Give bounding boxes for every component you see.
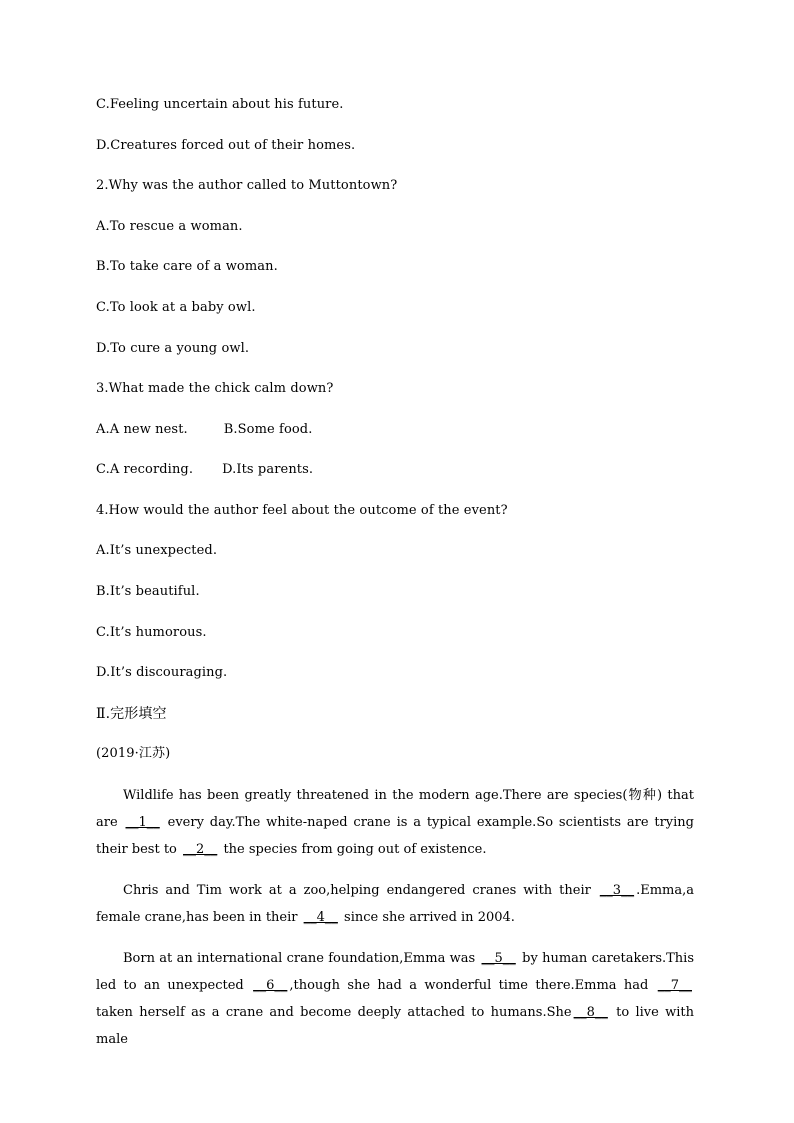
source-label: (2019·江苏) xyxy=(96,746,171,761)
passage-paragraph-2: Chris and Tim work at a zoo,helping endangered cranes with their __3__ .Emma,a female crane,has been in their __4__ since she arrived in 2004. xyxy=(96,877,694,931)
option-d: D.To cure a young owl. xyxy=(96,341,250,356)
section-heading: Ⅱ.完形填空 xyxy=(96,706,167,722)
option-c: C.Feeling uncertain about his future. xyxy=(96,97,344,112)
options-row-cd xyxy=(96,462,313,478)
blank-4[interactable]: __4__ xyxy=(303,910,338,925)
blank-5[interactable]: __5__ xyxy=(481,951,516,966)
passage-paragraph-1: Wildlife has been greatly threatened in the modern age.There are species(物种) that are __1__ every day.The white-naped crane is a typical example.So scientists are trying their best to __2__ the species from going out of existence. xyxy=(96,782,694,863)
blank-6[interactable]: __6__ xyxy=(253,978,288,993)
option-c: C.To look at a baby owl. xyxy=(96,300,256,315)
option-d: D.Its parents. xyxy=(222,462,314,477)
blank-7[interactable]: __7__ xyxy=(657,978,692,993)
question-stem: 4.How would the author feel about the outcome of the event? xyxy=(96,503,508,518)
passage-paragraph-3: Born at an international crane foundation,Emma was __5__ by human caretakers.This led to an unexpected __6__ ,though she had a wonderful time there.Emma had __7__ taken herself as a crane and become deeply attached to humans.She __8__ to live with male xyxy=(96,945,694,1053)
option-a: A.To rescue a woman. xyxy=(96,219,243,234)
option-d: D.Creatures forced out of their homes. xyxy=(96,138,356,153)
options-row-ab xyxy=(96,422,312,438)
option-a: A.It’s unexpected. xyxy=(96,543,218,558)
question-stem: 3.What made the chick calm down? xyxy=(96,381,334,396)
option-d: D.It’s discouraging. xyxy=(96,665,228,680)
option-b: B.Some food. xyxy=(223,422,313,437)
blank-2[interactable]: __2__ xyxy=(183,842,218,857)
option-c: C.A recording. xyxy=(96,462,194,477)
blank-1[interactable]: __1__ xyxy=(125,815,160,830)
option-b: B.To take care of a woman. xyxy=(96,259,278,274)
option-a: A.A new nest. xyxy=(96,422,188,437)
option-c: C.It’s humorous. xyxy=(96,625,207,640)
option-b: B.It’s beautiful. xyxy=(96,584,200,599)
blank-8[interactable]: __8__ xyxy=(573,1005,608,1020)
blank-3[interactable]: __3__ xyxy=(599,883,635,898)
question-stem: 2.Why was the author called to Muttontown? xyxy=(96,178,398,193)
